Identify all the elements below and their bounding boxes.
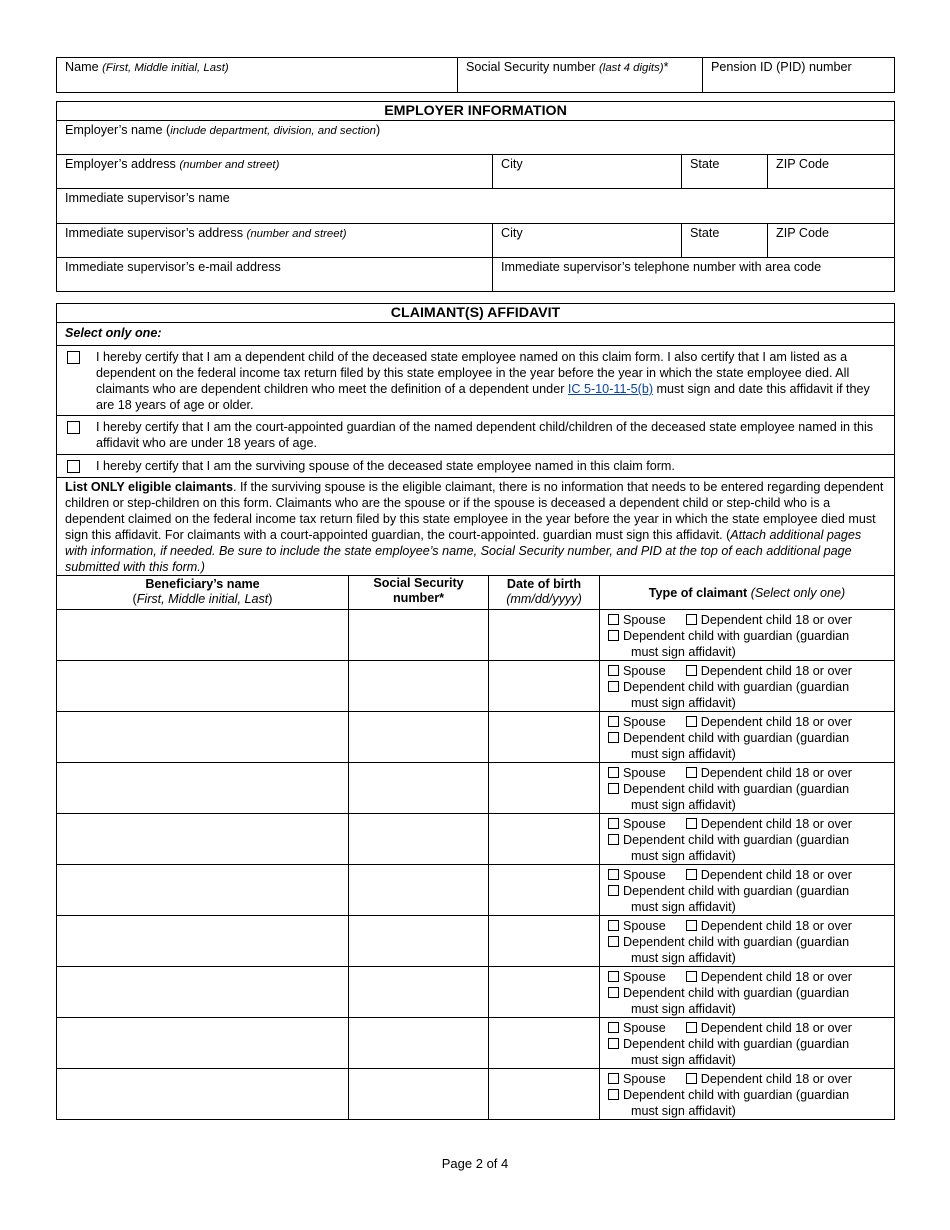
ssn-asterisk: * bbox=[663, 60, 669, 74]
dependent-18-checkbox[interactable] bbox=[686, 716, 697, 727]
beneficiary-dob-cell[interactable] bbox=[489, 712, 600, 763]
guardian-option-label-cont: must sign affidavit) bbox=[631, 900, 736, 914]
col-name-paren-open: ( bbox=[132, 592, 137, 606]
instructions-bold: List ONLY eligible claimants bbox=[65, 480, 233, 494]
select-note-text: Select only one: bbox=[65, 326, 162, 340]
beneficiary-dob-cell[interactable] bbox=[489, 967, 600, 1018]
employer-zip-field[interactable] bbox=[768, 155, 895, 189]
beneficiary-ssn-value bbox=[349, 967, 488, 969]
dependent-18-label: Dependent child 18 or over bbox=[700, 766, 852, 780]
beneficiary-name-cell[interactable] bbox=[57, 661, 349, 712]
employer-name-paren: ) bbox=[376, 123, 381, 137]
guardian-type-checkbox[interactable] bbox=[608, 1038, 619, 1049]
beneficiary-ssn-cell[interactable] bbox=[349, 814, 489, 865]
spouse-type-checkbox[interactable] bbox=[608, 1073, 619, 1084]
col-dob bbox=[489, 576, 600, 610]
employer-information-table bbox=[56, 101, 895, 292]
beneficiary-name-cell[interactable] bbox=[57, 1018, 349, 1069]
beneficiary-dob-value bbox=[489, 763, 599, 765]
guardian-option-label-cont: must sign affidavit) bbox=[631, 1104, 736, 1118]
claimant-type-cell bbox=[600, 1069, 895, 1120]
dependent-18-label: Dependent child 18 or over bbox=[700, 613, 852, 627]
affidavit-option-guardian bbox=[57, 416, 895, 455]
instructions-italic: Attach additional pages with information, if needed. Be sure to include the state employee’s name, Social Security number, and PID at the top of each additional page submitted with this form.) bbox=[65, 528, 862, 574]
beneficiary-dob-cell[interactable] bbox=[489, 865, 600, 916]
dependent-18-checkbox[interactable] bbox=[686, 1073, 697, 1084]
instructions-text: . If the surviving spouse is the eligible claimant, there is no information that needs to be entered regarding dependent children or step-children on this form. Claimants who are the spouse or if the spouse is deceased a dependent child or step-child who is a dependent claimed on the federal income tax return filed by this state employee in the year before the year in which the state employee died must sign this affidavit. For claimants with a court-appointed guardian, the court-appointed. guardian must sign this affidavit. ( bbox=[65, 480, 884, 542]
option-spouse-text: I hereby certify that I am the surviving spouse of the deceased state employee named in this claim form. bbox=[96, 459, 675, 473]
beneficiary-ssn-cell[interactable] bbox=[349, 610, 489, 661]
guardian-type-checkbox[interactable] bbox=[608, 987, 619, 998]
beneficiary-dob-value bbox=[489, 814, 599, 816]
dependent-18-label: Dependent child 18 or over bbox=[700, 664, 852, 678]
select-only-one-note bbox=[57, 323, 895, 346]
supervisor-zip-label: ZIP Code bbox=[776, 226, 829, 240]
dependent-18-label: Dependent child 18 or over bbox=[700, 1021, 852, 1035]
guardian-type-checkbox[interactable] bbox=[608, 834, 619, 845]
option-guardian-text: I hereby certify that I am the court-appointed guardian of the named dependent child/children of the deceased state employee named in this affidavit who are under 18 years of age. bbox=[96, 420, 874, 450]
beneficiary-ssn-cell[interactable] bbox=[349, 916, 489, 967]
dependent-18-checkbox[interactable] bbox=[686, 920, 697, 931]
supervisor-zip-field[interactable] bbox=[768, 224, 895, 258]
beneficiary-dob-cell[interactable] bbox=[489, 1069, 600, 1120]
beneficiary-name-cell[interactable] bbox=[57, 814, 349, 865]
ssn-label: Social Security number bbox=[466, 60, 596, 74]
beneficiary-name-cell[interactable] bbox=[57, 712, 349, 763]
employer-city-label: City bbox=[501, 157, 523, 171]
guardian-option-label-cont: must sign affidavit) bbox=[631, 798, 736, 812]
guardian-type-checkbox[interactable] bbox=[608, 783, 619, 794]
option1-text: I hereby certify that I am a dependent child of the deceased state employee named on this claim form. I also certify that I am listed as a dependent on the federal income tax return filed by this state employee in the year before the year in which the state employee died. All claimants who are dependent children who meet the definition of a dependent under bbox=[96, 350, 850, 396]
beneficiary-dob-cell[interactable] bbox=[489, 661, 600, 712]
beneficiary-row bbox=[57, 661, 895, 712]
guardian-type-checkbox[interactable] bbox=[608, 732, 619, 743]
beneficiary-dob-value bbox=[489, 712, 599, 714]
spouse-option-label: Spouse bbox=[623, 613, 666, 627]
spouse-option-label: Spouse bbox=[623, 715, 666, 729]
col-claimant-type bbox=[600, 576, 895, 610]
ssn-hint: (last 4 digits) bbox=[599, 62, 664, 74]
guardian-option-label-cont: must sign affidavit) bbox=[631, 951, 736, 965]
employer-name-hint: include department, division, and section bbox=[170, 125, 377, 137]
employer-city-field[interactable] bbox=[493, 155, 682, 189]
dependent-18-checkbox[interactable] bbox=[686, 614, 697, 625]
beneficiary-dob-value bbox=[489, 610, 599, 612]
guardian-option-label-cont: must sign affidavit) bbox=[631, 696, 736, 710]
col-dob-label: Date of birth bbox=[506, 577, 582, 591]
spouse-option-label: Spouse bbox=[623, 817, 666, 831]
beneficiary-ssn-cell[interactable] bbox=[349, 763, 489, 814]
beneficiary-name-value bbox=[57, 865, 348, 867]
spouse-option-label: Spouse bbox=[623, 868, 666, 882]
guardian-type-checkbox[interactable] bbox=[608, 1089, 619, 1100]
dependent-18-checkbox[interactable] bbox=[686, 818, 697, 829]
spouse-type-checkbox[interactable] bbox=[608, 767, 619, 778]
beneficiary-ssn-cell[interactable] bbox=[349, 712, 489, 763]
spouse-option-label: Spouse bbox=[623, 766, 666, 780]
spouse-type-checkbox[interactable] bbox=[608, 1022, 619, 1033]
spouse-type-checkbox[interactable] bbox=[608, 665, 619, 676]
guardian-option-label: Dependent child with guardian (guardian bbox=[623, 731, 850, 745]
claimant-affidavit-table bbox=[56, 303, 895, 1120]
beneficiary-row bbox=[57, 967, 895, 1018]
supervisor-address-hint: (number and street) bbox=[246, 228, 347, 240]
supervisor-address-label: Immediate supervisor’s address bbox=[65, 226, 244, 240]
guardian-option-label-cont: must sign affidavit) bbox=[631, 1053, 736, 1067]
affidavit-section-title: CLAIMANT(S) AFFIDAVIT bbox=[57, 304, 895, 323]
dependent-18-checkbox[interactable] bbox=[686, 665, 697, 676]
col-name-paren-close: ) bbox=[268, 592, 273, 606]
affidavit-option-spouse bbox=[57, 455, 895, 478]
beneficiary-dob-cell[interactable] bbox=[489, 763, 600, 814]
beneficiary-ssn-cell[interactable] bbox=[349, 865, 489, 916]
supervisor-name-label: Immediate supervisor’s name bbox=[65, 191, 230, 205]
beneficiary-row bbox=[57, 865, 895, 916]
statute-link[interactable]: IC 5-10-11-5(b) bbox=[567, 382, 654, 396]
beneficiary-dob-value bbox=[489, 661, 599, 663]
spouse-type-checkbox[interactable] bbox=[608, 614, 619, 625]
pid-label: Pension ID (PID) number bbox=[711, 60, 852, 74]
spouse-type-checkbox[interactable] bbox=[608, 971, 619, 982]
spouse-checkbox[interactable] bbox=[67, 460, 80, 473]
claimant-type-cell bbox=[600, 916, 895, 967]
col-type-label: Type of claimant bbox=[648, 585, 748, 600]
name-field[interactable] bbox=[57, 58, 458, 93]
dependent-child-checkbox[interactable] bbox=[67, 351, 80, 364]
guardian-type-checkbox[interactable] bbox=[608, 936, 619, 947]
claimant-type-cell bbox=[600, 610, 895, 661]
guardian-option-label: Dependent child with guardian (guardian bbox=[623, 1088, 850, 1102]
guardian-option-label-cont: must sign affidavit) bbox=[631, 1002, 736, 1016]
pid-field[interactable] bbox=[703, 58, 895, 93]
employer-name-field[interactable] bbox=[57, 121, 895, 155]
beneficiary-dob-value bbox=[489, 967, 599, 969]
beneficiary-name-value bbox=[57, 967, 348, 969]
dependent-18-label: Dependent child 18 or over bbox=[700, 1072, 852, 1086]
dependent-18-label: Dependent child 18 or over bbox=[700, 970, 852, 984]
dependent-18-label: Dependent child 18 or over bbox=[700, 817, 852, 831]
beneficiary-name-value bbox=[57, 1069, 348, 1071]
supervisor-address-field[interactable] bbox=[57, 224, 493, 258]
supervisor-state-label: State bbox=[690, 226, 720, 240]
beneficiary-dob-value bbox=[489, 865, 599, 867]
beneficiary-name-cell[interactable] bbox=[57, 865, 349, 916]
claimant-type-cell bbox=[600, 1018, 895, 1069]
employer-zip-label: ZIP Code bbox=[776, 157, 829, 171]
beneficiary-ssn-value bbox=[349, 865, 488, 867]
guardian-type-checkbox[interactable] bbox=[608, 885, 619, 896]
dependent-18-checkbox[interactable] bbox=[686, 869, 697, 880]
dependent-18-checkbox[interactable] bbox=[686, 1022, 697, 1033]
spouse-type-checkbox[interactable] bbox=[608, 869, 619, 880]
col-ssn bbox=[349, 576, 489, 610]
beneficiary-name-cell[interactable] bbox=[57, 916, 349, 967]
beneficiary-ssn-cell[interactable] bbox=[349, 967, 489, 1018]
supervisor-state-field[interactable] bbox=[682, 224, 768, 258]
spouse-type-checkbox[interactable] bbox=[608, 920, 619, 931]
guardian-option-label: Dependent child with guardian (guardian bbox=[623, 884, 850, 898]
ssn-field[interactable] bbox=[458, 58, 703, 93]
beneficiary-row bbox=[57, 763, 895, 814]
beneficiary-ssn-cell[interactable] bbox=[349, 1018, 489, 1069]
beneficiary-name-value bbox=[57, 916, 348, 918]
identification-table bbox=[56, 57, 895, 93]
claimant-type-cell bbox=[600, 712, 895, 763]
supervisor-city-field[interactable] bbox=[493, 224, 682, 258]
supervisor-city-label: City bbox=[501, 226, 523, 240]
beneficiary-dob-cell[interactable] bbox=[489, 814, 600, 865]
page-number: Page 2 of 4 bbox=[441, 1156, 509, 1171]
supervisor-phone-field[interactable] bbox=[493, 258, 895, 292]
claimant-type-cell bbox=[600, 814, 895, 865]
spouse-option-label: Spouse bbox=[623, 919, 666, 933]
beneficiary-ssn-cell[interactable] bbox=[349, 661, 489, 712]
beneficiary-name-value bbox=[57, 763, 348, 765]
claimant-type-cell bbox=[600, 967, 895, 1018]
beneficiary-dob-value bbox=[489, 1069, 599, 1071]
beneficiary-name-value bbox=[57, 1018, 348, 1020]
supervisor-email-label: Immediate supervisor’s e-mail address bbox=[65, 260, 281, 274]
beneficiary-row bbox=[57, 916, 895, 967]
beneficiary-row bbox=[57, 610, 895, 661]
beneficiary-row bbox=[57, 1069, 895, 1120]
name-label: Name bbox=[65, 60, 99, 74]
beneficiary-name-cell[interactable] bbox=[57, 610, 349, 661]
beneficiary-name-cell[interactable] bbox=[57, 967, 349, 1018]
guardian-option-label: Dependent child with guardian (guardian bbox=[623, 782, 850, 796]
beneficiary-ssn-cell[interactable] bbox=[349, 1069, 489, 1120]
dependent-18-label: Dependent child 18 or over bbox=[700, 919, 852, 933]
employer-state-label: State bbox=[690, 157, 720, 171]
employer-address-hint: (number and street) bbox=[179, 159, 280, 171]
col-type-hint: (Select only one) bbox=[750, 585, 846, 600]
claimant-type-cell bbox=[600, 865, 895, 916]
guardian-checkbox[interactable] bbox=[67, 421, 80, 434]
guardian-option-label: Dependent child with guardian (guardian bbox=[623, 629, 850, 643]
beneficiary-ssn-value bbox=[349, 1018, 488, 1020]
beneficiary-ssn-value bbox=[349, 610, 488, 612]
beneficiary-dob-value bbox=[489, 1018, 599, 1020]
col-name-hint: First, Middle initial, Last bbox=[136, 592, 269, 606]
employer-state-field[interactable] bbox=[682, 155, 768, 189]
beneficiary-ssn-value bbox=[349, 1069, 488, 1071]
beneficiary-name-value bbox=[57, 712, 348, 714]
option-dependent-child-text bbox=[96, 349, 886, 413]
spouse-type-checkbox[interactable] bbox=[608, 716, 619, 727]
beneficiary-name-value bbox=[57, 814, 348, 816]
claimant-type-cell bbox=[600, 661, 895, 712]
supervisor-email-field[interactable] bbox=[57, 258, 493, 292]
dependent-18-checkbox[interactable] bbox=[686, 971, 697, 982]
beneficiary-dob-cell[interactable] bbox=[489, 610, 600, 661]
claimant-instructions bbox=[57, 478, 895, 576]
beneficiary-ssn-value bbox=[349, 814, 488, 816]
employer-name-label: Employer’s name ( bbox=[65, 123, 171, 137]
dependent-18-label: Dependent child 18 or over bbox=[700, 868, 852, 882]
beneficiary-row bbox=[57, 1018, 895, 1069]
beneficiary-ssn-value bbox=[349, 661, 488, 663]
beneficiary-header-row bbox=[57, 576, 895, 610]
dependent-18-checkbox[interactable] bbox=[686, 767, 697, 778]
guardian-option-label: Dependent child with guardian (guardian bbox=[623, 986, 850, 1000]
claimant-type-cell bbox=[600, 763, 895, 814]
guardian-option-label: Dependent child with guardian (guardian bbox=[623, 833, 850, 847]
employer-address-field[interactable] bbox=[57, 155, 493, 189]
affidavit-option-dependent-child bbox=[57, 346, 895, 416]
beneficiary-ssn-value bbox=[349, 763, 488, 765]
beneficiary-dob-cell[interactable] bbox=[489, 1018, 600, 1069]
spouse-option-label: Spouse bbox=[623, 1021, 666, 1035]
col-ssn-label: Social Security number* bbox=[373, 576, 464, 605]
guardian-type-checkbox[interactable] bbox=[608, 630, 619, 641]
col-name-label: Beneficiary’s name bbox=[145, 577, 260, 591]
col-dob-hint: (mm/dd/yyyy) bbox=[506, 592, 582, 606]
dependent-18-label: Dependent child 18 or over bbox=[700, 715, 852, 729]
employer-address-label: Employer’s address bbox=[65, 157, 176, 171]
beneficiary-dob-cell[interactable] bbox=[489, 916, 600, 967]
guardian-type-checkbox[interactable] bbox=[608, 681, 619, 692]
spouse-option-label: Spouse bbox=[623, 970, 666, 984]
beneficiary-row bbox=[57, 814, 895, 865]
guardian-option-label: Dependent child with guardian (guardian bbox=[623, 680, 850, 694]
beneficiary-name-value bbox=[57, 661, 348, 663]
beneficiary-name-value bbox=[57, 610, 348, 612]
option1-tail: must sign and date this affidavit if they are 18 years of age or older. bbox=[96, 382, 870, 412]
beneficiary-name-cell[interactable] bbox=[57, 763, 349, 814]
beneficiary-dob-value bbox=[489, 916, 599, 918]
guardian-option-label-cont: must sign affidavit) bbox=[631, 645, 736, 659]
beneficiary-name-cell[interactable] bbox=[57, 1069, 349, 1120]
supervisor-phone-label: Immediate supervisor’s telephone number with area code bbox=[501, 260, 822, 274]
guardian-option-label-cont: must sign affidavit) bbox=[631, 849, 736, 863]
spouse-type-checkbox[interactable] bbox=[608, 818, 619, 829]
beneficiary-row bbox=[57, 712, 895, 763]
guardian-option-label: Dependent child with guardian (guardian bbox=[623, 1037, 850, 1051]
supervisor-name-field[interactable] bbox=[57, 189, 895, 224]
spouse-option-label: Spouse bbox=[623, 1072, 666, 1086]
guardian-option-label-cont: must sign affidavit) bbox=[631, 747, 736, 761]
spouse-option-label: Spouse bbox=[623, 664, 666, 678]
beneficiary-ssn-value bbox=[349, 712, 488, 714]
name-hint: (First, Middle initial, Last) bbox=[102, 62, 229, 74]
beneficiary-ssn-value bbox=[349, 916, 488, 918]
employer-section-title: EMPLOYER INFORMATION bbox=[57, 102, 895, 121]
guardian-option-label: Dependent child with guardian (guardian bbox=[623, 935, 850, 949]
col-beneficiary-name bbox=[57, 576, 349, 610]
